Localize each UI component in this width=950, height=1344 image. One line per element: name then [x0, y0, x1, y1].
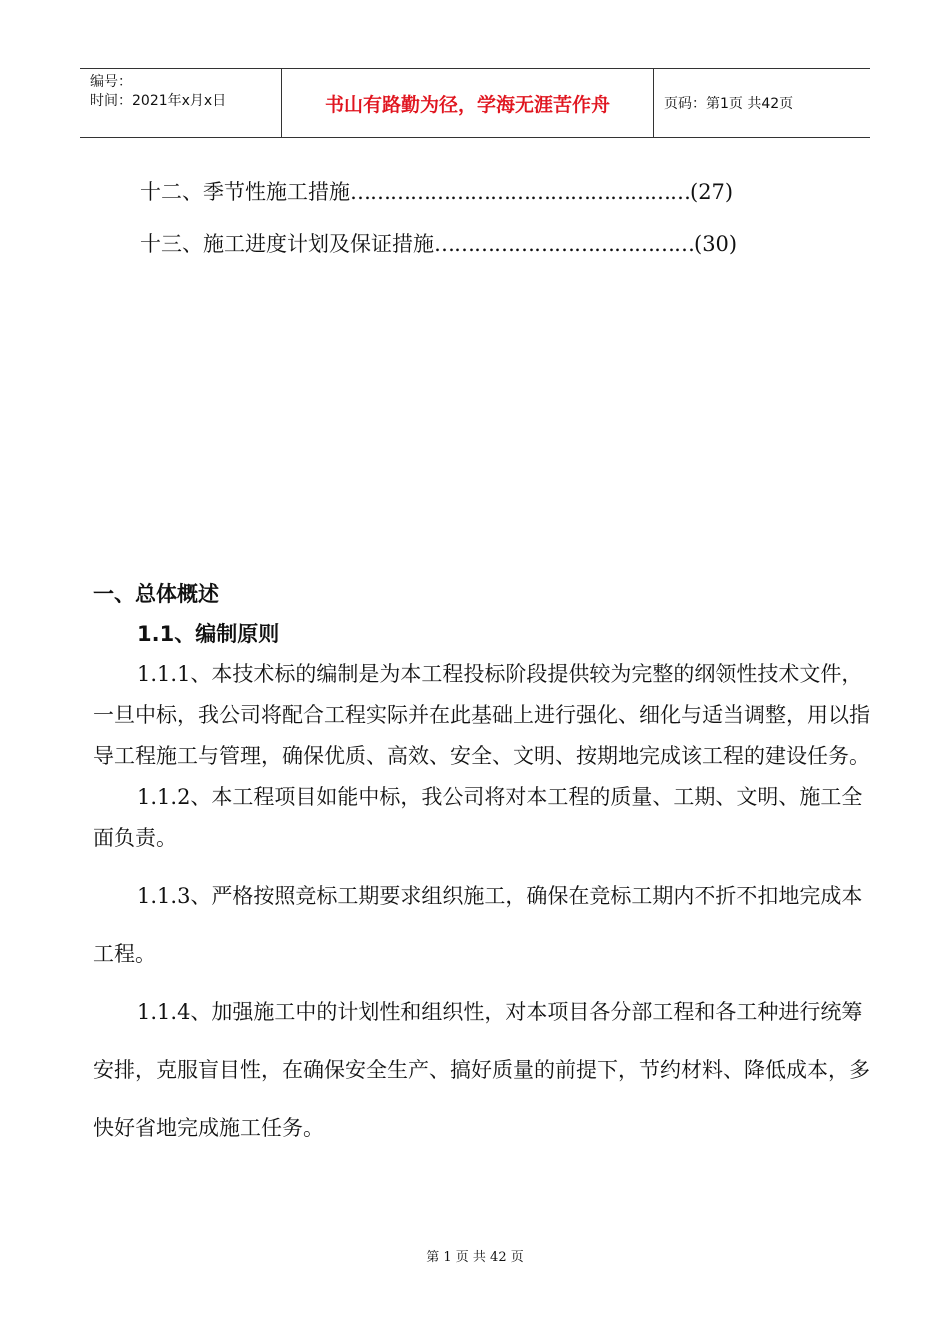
toc-title: 十三、施工进度计划及保证措施: [140, 232, 434, 256]
paragraph: 1.1.4、加强施工中的计划性和组织性，对本项目各分部工程和各工种进行统筹安排，克服盲目性，在确保安全生产、搞好质量的前提下，节约材料、降低成本，多快好省地完成施工任务。: [93, 1000, 870, 1140]
toc-page: (30): [694, 232, 738, 256]
paragraph: 1.1.1、本技术标的编制是为本工程投标阶段提供较为完整的纲领性技术文件，一旦中标，我公司将配合工程实际并在此基础上进行强化、细化与适当调整，用以指导工程施工与管理，确保优质、高效、安全、文明、按期地完成该工程的建设任务。: [93, 662, 870, 768]
toc-page: (27): [690, 180, 734, 204]
toc-entry: [140, 228, 737, 258]
document-number-label: 编号：: [90, 74, 132, 90]
header-meta: [80, 69, 282, 137]
section-heading: 一、总体概述: [93, 582, 219, 606]
page-header: [80, 68, 870, 138]
header-motto: 书山有路勤为径，学海无涯苦作舟: [282, 69, 654, 137]
document-body: [93, 574, 873, 1157]
paragraph: 1.1.2、本工程项目如能中标，我公司将对本工程的质量、工期、文明、施工全面负责。: [93, 785, 863, 850]
document-time-label: 时间：2021年x月x日: [90, 93, 227, 109]
toc-entry: [140, 176, 733, 206]
toc-dots: …………………………………: [434, 232, 694, 256]
toc-dots: ……………………………………………: [350, 180, 690, 204]
paragraph: 1.1.3、严格按照竞标工期要求组织施工，确保在竞标工期内不折不扣地完成本工程。: [93, 884, 863, 966]
subsection-heading: 1.1、编制原则: [137, 622, 280, 646]
toc-title: 十二、季节性施工措施: [140, 180, 350, 204]
header-page-info: 页码：第1页 共42页: [664, 96, 794, 112]
page-footer: 第 1 页 共 42 页: [426, 1250, 524, 1265]
